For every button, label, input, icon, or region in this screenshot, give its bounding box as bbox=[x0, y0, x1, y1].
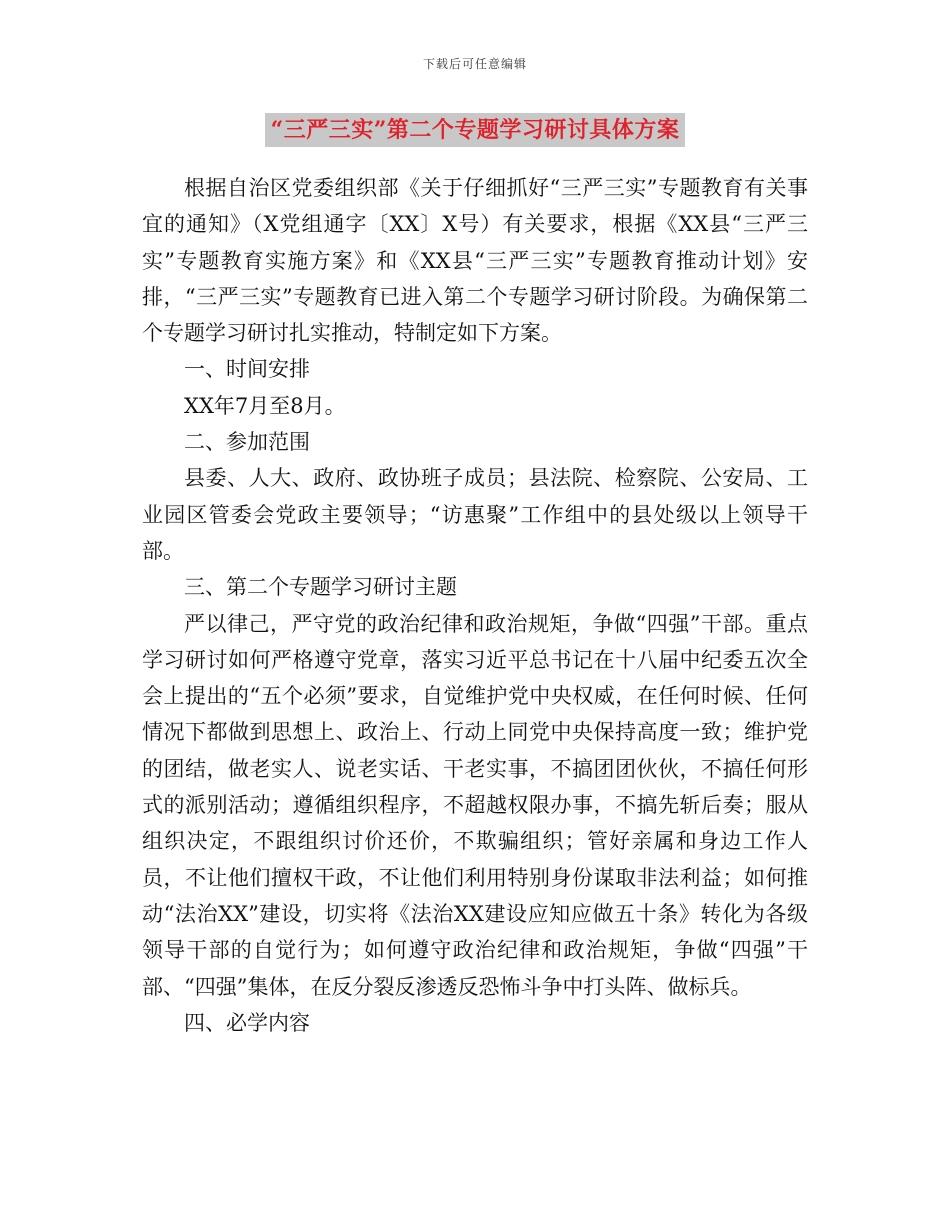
section-heading-time: 一、时间安排 bbox=[184, 357, 310, 382]
title-container bbox=[0, 113, 950, 147]
paragraph-theme: 严以律己，严守党的政治纪律和政治规矩，争做“四强”干部。重点学习研讨如何严格遵守党章，落实习近平总书记在十八届中纪委五次全会上提出的“五个必须”要求，自觉维护党中央权威，在任何时候、任何情况下都做到思想上、政治上、行动上同党中央保持高度一致；维护党的团结，做老实人、说老实话、干老实事，不搞团团伙伙，不搞任何形式的派别活动；遵循组织程序，不超越权限办事，不搞先斩后奏；服从组织决定，不跟组织讨价还价，不欺骗组织；管好亲属和身边工作人员，不让他们擅权干政，不让他们利用特别身份谋取非法利益；如何推动“法治XX”建设，切实将《法治XX建设应知应做五十条》转化为各级领导干部的自觉行为；如何遵守政治纪律和政治规矩，争做“四强”干部、“四强”集体，在反分裂反渗透反恐怖斗争中打头阵、做标兵。 bbox=[142, 611, 808, 999]
document-body bbox=[142, 170, 808, 1041]
section-heading-scope: 二、参加范围 bbox=[184, 430, 310, 455]
paragraph-intro: 根据自治区党委组织部《关于仔细抓好“三严三实”专题教育有关事宜的通知》（X党组通字〔XX〕X号）有关要求，根据《XX县“三严三实”专题教育实施方案》和《XX县“三严三实”专题教育推动计划》安排，“三严三实”专题教育已进入第二个专题学习研讨阶段。为确保第二个专题学习研讨扎实推动，特制定如下方案。 bbox=[142, 176, 808, 346]
section-heading-content: 四、必学内容 bbox=[184, 1010, 310, 1035]
section-heading-theme: 三、第二个专题学习研讨主题 bbox=[184, 575, 457, 600]
document-title: “三严三实”第二个专题学习研讨具体方案 bbox=[265, 113, 686, 147]
paragraph-scope: 县委、人大、政府、政协班子成员；县法院、检察院、公安局、工业园区管委会党政主要领导；“访惠聚”工作组中的县处级以上领导干部。 bbox=[142, 466, 808, 563]
paragraph-time: XX年7月至8月。 bbox=[184, 393, 346, 418]
header-note: 下载后可任意编辑 bbox=[422, 57, 527, 71]
